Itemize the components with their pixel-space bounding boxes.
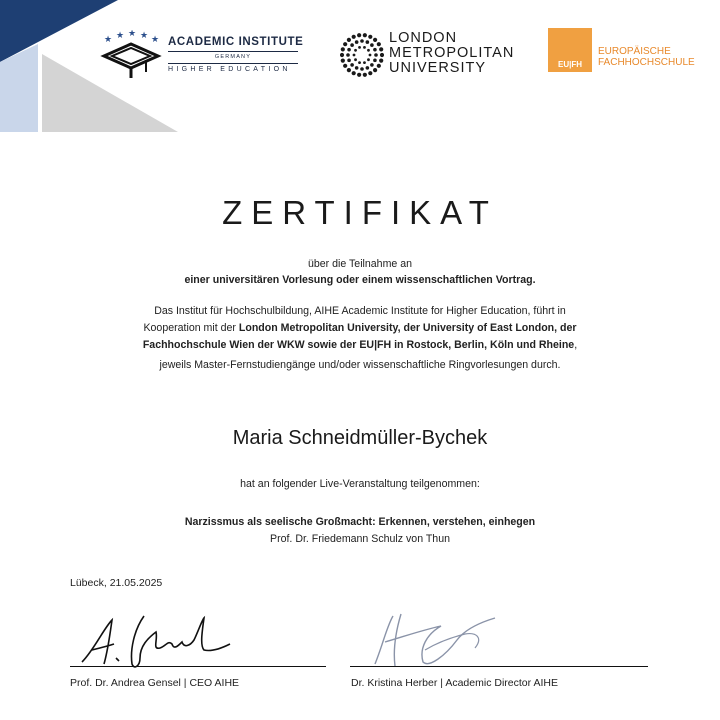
lmu-dots-icon — [340, 33, 384, 77]
event-title: Narzissmus als seelische Großmacht: Erkennen, verstehen, einhegen — [184, 516, 536, 528]
intro-line-2: einer universitären Vorlesung oder einem wissenschaftlichen Vortrag. — [184, 274, 536, 286]
paragraph-line-4: jeweils Master-Fernstudiengänge und/oder wissenschaftliche Ringvorlesungen durch. — [159, 359, 561, 371]
lmu-logo — [340, 30, 530, 77]
svg-text:★: ★ — [116, 30, 125, 40]
signature-line-1 — [70, 666, 326, 667]
svg-text:★: ★ — [151, 34, 160, 44]
aihe-subtitle: HIGHER EDUCATION — [168, 66, 291, 73]
event-speaker: Prof. Dr. Friedemann Schulz von Thun — [270, 533, 450, 545]
eufh-box — [548, 28, 592, 72]
paragraph-line-2: Kooperation mit der London Metropolitan University, der University of East London, der — [143, 322, 577, 334]
lmu-line2: METROPOLITAN — [389, 45, 515, 61]
place-date: Lübeck, 21.05.2025 — [70, 577, 163, 589]
intro-line-1: über die Teilnahme an — [307, 258, 413, 270]
paragraph-line-3: Fachhochschule Wien der WKW sowie der EU|FH in Rostock, Berlin, Köln und Rheine, — [142, 339, 578, 351]
signature-herber — [365, 604, 515, 674]
aihe-logo — [100, 30, 310, 80]
aihe-country: GERMANY — [214, 54, 252, 60]
aihe-emblem-icon — [100, 30, 162, 80]
signature-line-2 — [350, 666, 648, 667]
aihe-name: ACADEMIC INSTITUTE — [168, 36, 304, 48]
recipient-name: Maria Schneidmüller-Bychek — [232, 427, 488, 449]
eufh-box-label: EU|FH — [557, 60, 582, 69]
eufh-line2: FACHHOCHSCHULE — [598, 57, 695, 68]
svg-text:★: ★ — [128, 30, 137, 38]
eufh-line1: EUROPÄISCHE — [598, 46, 671, 57]
certificate-title: ZERTIFIKAT — [222, 194, 498, 231]
eufh-logo — [548, 28, 713, 74]
signature-gensel — [74, 610, 244, 670]
svg-text:★: ★ — [104, 34, 113, 44]
signature-caption-1: Prof. Dr. Andrea Gensel | CEO AIHE — [70, 677, 240, 689]
lmu-line1: LONDON — [389, 30, 458, 46]
paragraph-line-1: Das Institut für Hochschulbildung, AIHE Academic Institute for Higher Education, führt in — [154, 305, 566, 317]
lmu-line3: UNIVERSITY — [389, 60, 487, 76]
svg-text:★: ★ — [140, 30, 149, 40]
signature-caption-2: Dr. Kristina Herber | Academic Director AIHE — [351, 677, 558, 689]
participation-text: hat an folgender Live-Veranstaltung teilgenommen: — [240, 478, 480, 490]
